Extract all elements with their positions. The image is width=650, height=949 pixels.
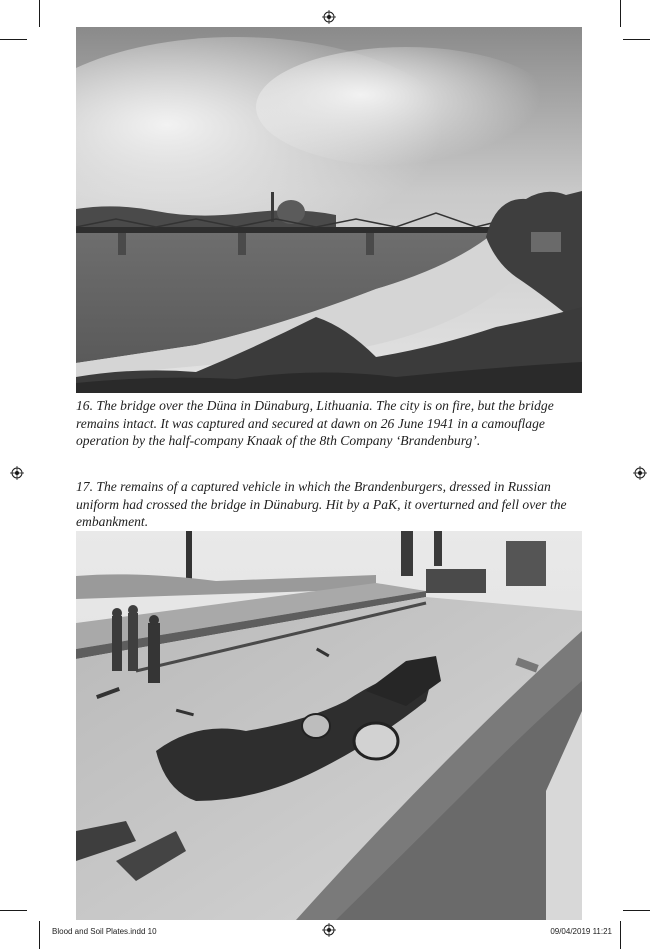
- crop-mark-top-right-v: [620, 0, 621, 27]
- caption-figure-16: 16. The bridge over the Düna in Dünaburg, Lithuania. The city is on fire, but the bridge remains intact. It was captured and secured at dawn on 26 June 1941 in a camouflage operation by the half-company Knaak of the 8th Company ‘Brandenburg’.: [76, 398, 554, 448]
- caption-figure-17: 17. The remains of a captured vehicle in which the Brandenburgers, dressed in Russian uniform had crossed the bridge in Dünaburg. Hit by a PaK, it overturned and fell over the embankment.: [76, 479, 567, 529]
- registration-mark-icon: [10, 466, 24, 480]
- registration-mark-icon: [633, 466, 647, 480]
- registration-mark-icon: [322, 10, 336, 24]
- photo-bridge-image: [76, 27, 582, 393]
- crop-mark-bottom-left-h: [0, 910, 27, 911]
- registration-mark-icon: [322, 923, 336, 937]
- crop-mark-bottom-right-h: [623, 910, 650, 911]
- crop-mark-top-left-h: [0, 39, 27, 40]
- photo-bridge: [76, 27, 582, 393]
- crop-mark-bottom-right-v: [620, 921, 621, 949]
- slug-file-label: Blood and Soil Plates.indd 10: [52, 927, 157, 936]
- crop-mark-top-left-v: [39, 0, 40, 27]
- crop-mark-top-right-h: [623, 39, 650, 40]
- photo-wreck-image: [76, 531, 582, 920]
- slug-timestamp: 09/04/2019 11:21: [550, 927, 612, 936]
- photo-wreck: [76, 531, 582, 920]
- crop-mark-bottom-left-v: [39, 921, 40, 949]
